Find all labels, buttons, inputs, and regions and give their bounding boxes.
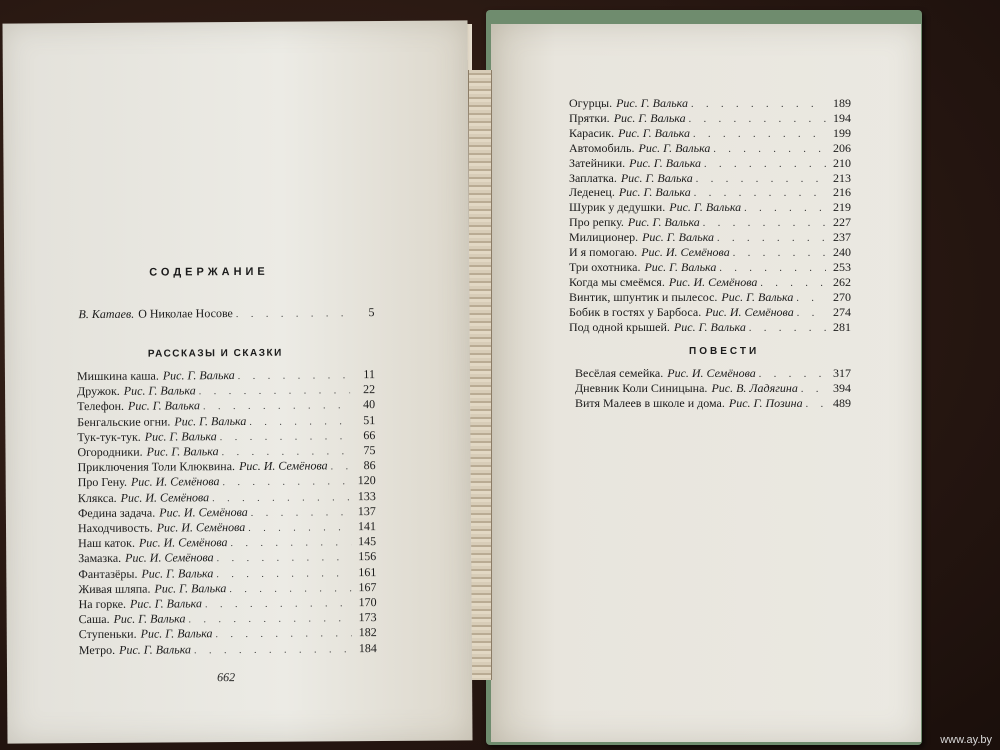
entry-illustrator: Рис. Г. Валька [129, 596, 202, 611]
entry-page-number: 40 [363, 397, 376, 412]
toc-entry [77, 413, 375, 430]
entry-illustrator: Рис. Г. Валька [613, 110, 686, 125]
intro-title: О Николае Носове [138, 306, 233, 321]
entry-title: Витя Малеев в школе и дома. [575, 396, 725, 410]
leader-dots [222, 446, 351, 458]
entry-title: Бобик в гостях у Барбоса. [569, 304, 702, 319]
toc-entry [569, 111, 851, 126]
entry-page-number: 182 [358, 625, 377, 640]
toc-entry [569, 305, 851, 320]
entry-title: Мишкина каша. [76, 368, 159, 384]
entry-page-number: 199 [833, 125, 851, 140]
toc-entry [569, 320, 851, 335]
leader-dots [251, 507, 351, 519]
entry-page-number: 145 [358, 534, 377, 549]
toc-entry [77, 397, 375, 414]
toc-entry [569, 185, 851, 200]
entry-illustrator: Рис. Г. Валька [140, 626, 213, 642]
leader-dots [733, 248, 826, 259]
leader-dots [719, 263, 826, 274]
leader-dots [248, 522, 351, 534]
entry-title: Шурик у дедушки. [569, 200, 666, 215]
entry-page-number: 206 [833, 140, 851, 155]
entry-page-number: 317 [833, 366, 851, 380]
entry-illustrator: Рис. Г. Валька [113, 611, 186, 627]
entry-page-number: 240 [833, 245, 851, 259]
entry-illustrator: Рис. Г. Валька [644, 259, 717, 274]
entry-illustrator: Рис. Г. Валька [627, 215, 700, 230]
toc-entry [79, 641, 377, 658]
entry-title: Про репку. [569, 215, 624, 230]
entry-page-number: 167 [358, 579, 377, 594]
book-spine [468, 70, 492, 680]
entry-illustrator: Рис. Г. Валька [616, 96, 688, 110]
entry-title: Огурцы. [569, 96, 613, 110]
entry-title: Прятки. [569, 110, 610, 125]
entry-illustrator: Рис. Г. Валька [642, 230, 715, 245]
entry-illustrator: Рис. Г. Валька [629, 155, 702, 170]
leader-dots [194, 644, 352, 656]
section-heading-povesti: ПОВЕСТИ [689, 346, 760, 357]
entry-title: Когда мы смеёмся. [569, 274, 665, 289]
leader-dots [249, 416, 350, 428]
entry-title: Метро. [78, 642, 116, 657]
toc-title: СОДЕРЖАНИЕ [149, 265, 269, 279]
entry-page-number: 120 [357, 473, 376, 488]
entry-page-number: 253 [833, 259, 851, 274]
leader-dots [703, 218, 826, 229]
leader-dots [238, 370, 350, 382]
entry-illustrator: Рис. И. Семёнова [156, 519, 246, 535]
leader-dots [689, 114, 826, 125]
page-number: 662 [217, 670, 236, 685]
entry-page-number: 170 [358, 595, 377, 610]
intro-page: 5 [368, 305, 375, 320]
leader-dots [693, 129, 826, 140]
entry-illustrator: Рис. И. Семёнова [238, 458, 328, 474]
toc-intro-row [78, 305, 374, 322]
toc-entry [575, 396, 851, 411]
entry-title: Наш каток. [78, 535, 135, 551]
entry-illustrator: Рис. И. Семёнова [120, 489, 210, 505]
leader-dots [331, 461, 351, 472]
entry-page-number: 219 [833, 200, 851, 215]
entry-illustrator: Рис. Г. Валька [669, 200, 742, 215]
leader-dots [696, 174, 826, 185]
entry-title: Огородники. [77, 444, 143, 460]
toc-entry [569, 245, 851, 260]
entry-page-number: 173 [358, 610, 377, 625]
leader-dots [236, 308, 350, 320]
leader-dots [216, 568, 351, 580]
entry-page-number: 86 [363, 458, 376, 473]
toc-entry [77, 382, 375, 399]
entry-page-number: 281 [833, 319, 851, 334]
leader-dots [203, 401, 350, 413]
entry-page-number: 394 [833, 381, 851, 395]
entry-page-number: 270 [833, 289, 851, 304]
toc-entry [569, 171, 851, 186]
leader-dots [199, 385, 350, 397]
entry-illustrator: Рис. Г. Валька [127, 398, 200, 414]
entry-title: Автомобиль. [569, 140, 635, 155]
entry-page-number: 75 [363, 443, 376, 458]
toc-entry [569, 96, 851, 111]
entry-page-number: 137 [357, 503, 376, 518]
leader-dots [744, 203, 826, 214]
entry-page-number: 227 [833, 215, 851, 230]
entry-illustrator: Рис. Г. Позина [728, 396, 803, 410]
leader-dots [205, 598, 352, 610]
toc-entry [575, 381, 851, 396]
leader-dots [806, 399, 826, 410]
entry-page-number: 161 [358, 564, 377, 579]
entry-title: Клякса. [77, 490, 117, 505]
entry-title: Затейники. [569, 155, 626, 170]
entry-page-number: 51 [363, 412, 376, 427]
entry-illustrator: Рис. Г. Валька [146, 444, 219, 459]
entry-illustrator: Рис. Г. Валька [618, 125, 690, 140]
leader-dots [212, 492, 351, 504]
leader-dots [717, 233, 826, 244]
entry-illustrator: Рис. Г. Валька [721, 289, 794, 304]
entry-illustrator: Рис. Г. Валька [618, 185, 691, 200]
entry-page-number: 489 [833, 396, 851, 410]
entry-title: Три охотника. [569, 259, 641, 274]
leader-dots [188, 613, 351, 625]
entry-title: Леденец. [569, 185, 615, 200]
leader-dots [713, 144, 826, 155]
entry-illustrator: Рис. Г. Валька [141, 565, 214, 581]
entry-title: И я помогаю. [569, 245, 638, 259]
entry-title: Винтик, шпунтик и пылесос. [569, 289, 718, 304]
leader-dots [229, 583, 351, 595]
toc-entry [569, 141, 851, 156]
entry-title: Находчивость. [77, 520, 153, 536]
entry-page-number: 274 [833, 304, 851, 319]
leader-dots [801, 384, 826, 395]
entry-illustrator: Рис. И. Семёнова [159, 504, 248, 520]
leader-dots [760, 278, 826, 289]
toc-entry [569, 126, 851, 141]
watermark: www.ay.by [940, 734, 992, 746]
entry-page-number: 156 [358, 549, 377, 564]
toc-entry [569, 230, 851, 245]
entry-illustrator: Рис. И. Семёнова [668, 274, 758, 289]
entry-illustrator: Рис. И. Семёнова [667, 366, 756, 380]
toc-entry [569, 200, 851, 215]
entry-title: Весёлая семейка. [575, 366, 664, 380]
entry-page-number: 210 [833, 155, 851, 170]
entry-title: Федина задача. [77, 505, 156, 520]
entry-title: Телефон. [77, 399, 125, 414]
entry-title: Фантазёры. [78, 566, 138, 581]
entry-title: На горке. [78, 596, 127, 612]
entry-illustrator: Рис. И. Семёнова [138, 535, 228, 550]
entry-illustrator: Рис. Г. Валька [638, 140, 711, 155]
toc-entry [77, 428, 375, 445]
entry-title: Саша. [78, 612, 110, 627]
entry-title: Милиционер. [569, 230, 639, 245]
entry-title: Карасик. [569, 125, 615, 140]
section-heading-stories: РАССКАЗЫ И СКАЗКИ [147, 347, 283, 360]
toc-entry [569, 260, 851, 275]
leader-dots [217, 553, 352, 565]
entry-illustrator: Рис. Г. Валька [174, 413, 247, 429]
leader-dots [704, 159, 826, 170]
entry-title: Под одной крышей. [569, 319, 670, 334]
toc-entry [569, 156, 851, 171]
entry-page-number: 11 [363, 367, 375, 382]
leader-dots [691, 99, 826, 110]
entry-page-number: 141 [357, 519, 377, 534]
entry-title: Бенгальские огни. [77, 414, 171, 429]
entry-page-number: 133 [357, 488, 376, 503]
entry-title: Приключения Толи Клюквина. [77, 459, 236, 475]
leader-dots [222, 477, 350, 489]
entry-illustrator: Рис. Г. Валька [620, 170, 693, 185]
entry-page-number: 213 [833, 170, 851, 185]
intro-author: В. Катаев. [78, 306, 135, 322]
leader-dots [215, 629, 351, 641]
leader-dots [749, 323, 826, 334]
right-page [491, 24, 921, 742]
leader-dots [694, 188, 826, 199]
entry-page-number: 194 [833, 110, 851, 125]
entry-title: Дневник Коли Синицына. [575, 381, 708, 395]
entry-illustrator: Рис. Г. Валька [673, 319, 746, 334]
entry-illustrator: Рис. Г. Валька [123, 383, 196, 398]
entry-title: Тук-тук-тук. [77, 429, 141, 444]
entry-title: Про Гену. [77, 475, 127, 490]
entry-page-number: 22 [363, 382, 376, 397]
entry-title: Живая шляпа. [78, 581, 151, 596]
toc-entry [569, 290, 851, 305]
entry-illustrator: Рис. Г. Валька [119, 641, 192, 657]
toc-entry [569, 215, 851, 230]
entry-page-number: 216 [833, 185, 851, 200]
leader-dots [797, 308, 826, 319]
entry-title: Ступеньки. [78, 627, 137, 642]
leader-dots [759, 369, 826, 380]
entry-illustrator: Рис. Г. Валька [144, 428, 217, 444]
entry-page-number: 262 [833, 274, 851, 289]
leader-dots [230, 537, 351, 549]
entry-title: Заплатка. [569, 170, 617, 185]
entry-illustrator: Рис. Г. Валька [154, 580, 227, 596]
entry-title: Замазка. [78, 551, 122, 566]
leader-dots [796, 293, 826, 304]
entry-illustrator: Рис. И. Семёнова [125, 550, 214, 566]
entry-page-number: 184 [358, 640, 377, 655]
entry-illustrator: Рис. И. Семёнова [641, 245, 730, 259]
entry-page-number: 189 [833, 96, 851, 110]
entry-page-number: 66 [363, 427, 376, 442]
left-page [2, 20, 472, 743]
toc-entry [569, 275, 851, 290]
toc-entry [575, 366, 851, 381]
leader-dots [220, 431, 351, 443]
entry-illustrator: Рис. Г. Валька [162, 368, 235, 383]
entry-page-number: 237 [833, 230, 851, 245]
entry-illustrator: Рис. И. Семёнова [130, 474, 220, 490]
entry-title: Дружок. [77, 384, 120, 399]
entry-illustrator: Рис. И. Семёнова [705, 304, 794, 319]
entry-illustrator: Рис. В. Ладягина [711, 381, 798, 395]
